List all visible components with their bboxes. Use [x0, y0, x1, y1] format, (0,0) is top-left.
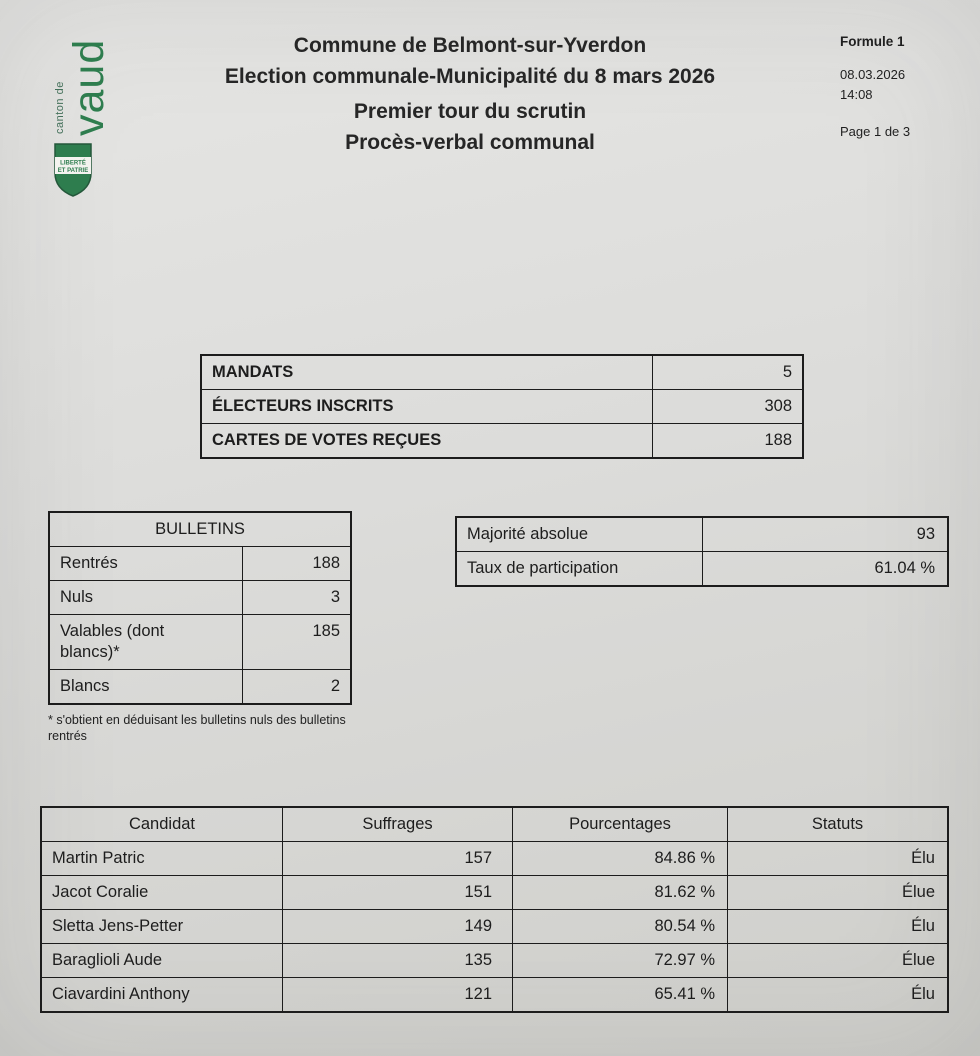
row-value: 61.04 % [702, 552, 947, 585]
meta-block [840, 32, 910, 142]
row-label: Blancs [60, 677, 110, 695]
table-row [202, 423, 802, 457]
row-value: 308 [652, 390, 802, 423]
candidate-votes: 121 [282, 978, 512, 1011]
table-header-row [42, 808, 947, 841]
title-line-proces-verbal: Procès-verbal communal [345, 131, 595, 154]
candidate-percentage: 65.41 % [512, 978, 727, 1011]
candidate-votes: 151 [282, 876, 512, 909]
candidate-votes: 135 [282, 944, 512, 977]
candidate-status: Élu [727, 978, 947, 1011]
candidate-name: Baraglioli Aude [52, 951, 163, 969]
candidate-name: Martin Patric [52, 849, 145, 867]
row-label: MANDATS [212, 363, 294, 381]
row-value: 185 [242, 615, 350, 669]
table-row [457, 551, 947, 585]
table-row [42, 977, 947, 1011]
title-line-commune: Commune de Belmont-sur-Yverdon [293, 34, 647, 57]
bulletins-table-title: BULLETINS [50, 513, 350, 547]
page-number: Page 1 de 3 [840, 124, 911, 139]
candidate-percentage: 81.62 % [512, 876, 727, 909]
row-value: 188 [242, 547, 350, 580]
table-row [50, 669, 350, 703]
vaud-shield-icon [53, 142, 93, 198]
date-label: 08.03.2026 [840, 67, 906, 82]
title-line-tour: Premier tour du scrutin [353, 100, 587, 123]
candidate-name: Jacot Coralie [52, 883, 149, 901]
candidate-percentage: 84.86 % [512, 842, 727, 875]
table-row [50, 547, 350, 580]
bulletins-table [48, 511, 352, 705]
row-label: Majorité absolue [467, 525, 589, 543]
row-label: Valables (dont blancs)* [60, 622, 165, 661]
candidate-name: Ciavardini Anthony [52, 985, 190, 1003]
table-row [202, 356, 802, 389]
table-row [42, 875, 947, 909]
candidate-votes: 149 [282, 910, 512, 943]
shield-motto-line2: ET PATRIE [57, 168, 89, 174]
candidate-status: Élu [727, 910, 947, 943]
row-value: 93 [702, 518, 947, 551]
row-label: Rentrés [60, 554, 118, 572]
shield-motto-line1: LIBERTÉ [60, 160, 86, 167]
row-label: Taux de participation [467, 559, 619, 577]
time-label: 14:08 [840, 87, 873, 102]
candidate-percentage: 80.54 % [512, 910, 727, 943]
table-row [457, 518, 947, 551]
logo-vaud-text: vaud [65, 38, 113, 136]
candidate-percentage: 72.97 % [512, 944, 727, 977]
table-row [202, 389, 802, 423]
row-label: CARTES DE VOTES REÇUES [212, 431, 442, 449]
table-row [42, 943, 947, 977]
row-label: ÉLECTEURS INSCRITS [212, 397, 394, 415]
table-row [42, 841, 947, 875]
candidates-table [40, 806, 949, 1013]
participation-table [455, 516, 949, 587]
candidate-name: Sletta Jens-Petter [52, 917, 184, 935]
table-row [42, 909, 947, 943]
canton-vaud-logo [52, 24, 122, 209]
document-title [140, 30, 800, 158]
title-line-election: Election communale-Municipalité du 8 mars 2026 [224, 65, 716, 88]
column-header-pourcentages: Pourcentages [512, 808, 727, 841]
summary-table [200, 354, 804, 459]
candidate-votes: 157 [282, 842, 512, 875]
candidate-status: Élue [727, 876, 947, 909]
table-row [50, 614, 350, 669]
row-value: 3 [242, 581, 350, 614]
table-row [50, 580, 350, 614]
row-value: 5 [652, 356, 802, 389]
column-header-statuts: Statuts [727, 808, 947, 841]
candidate-status: Élu [727, 842, 947, 875]
logo-canton-text: canton de [54, 81, 66, 134]
row-label: Nuls [60, 588, 94, 606]
candidate-status: Élue [727, 944, 947, 977]
bulletins-footnote: * s'obtient en déduisant les bulletins nuls des bulletins rentrés [48, 713, 346, 743]
column-header-candidat: Candidat [128, 815, 196, 833]
row-value: 2 [242, 670, 350, 703]
column-header-suffrages: Suffrages [282, 808, 512, 841]
formule-label: Formule 1 [840, 34, 905, 49]
row-value: 188 [652, 424, 802, 457]
